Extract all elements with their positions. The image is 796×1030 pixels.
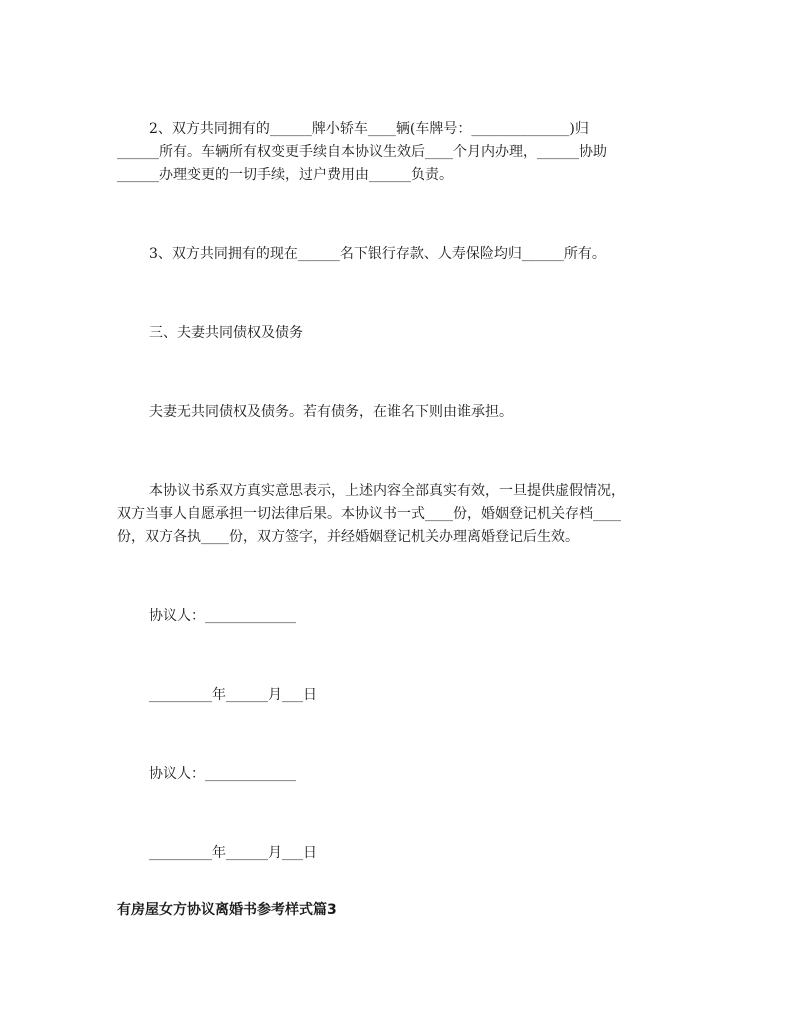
next-section-title: 有房屋女方协议离婚书参考样式篇3 <box>117 902 337 918</box>
vehicle-clause-line-3: ______办理变更的一切手续，过户费用由______负责。 <box>117 167 453 183</box>
signature-date: _________年______月___日 <box>149 845 317 861</box>
statement-line-1: 本协议书系双方真实意思表示，上述内容全部真实有效，一旦提供虚假情况， <box>149 483 625 499</box>
signatory-label: 协议人：_____________ <box>149 608 296 624</box>
statement-line-3: 份，双方各执____份，双方签字，并经婚姻登记机关办理离婚登记后生效。 <box>117 529 579 545</box>
signatory-label: 协议人：_____________ <box>149 766 296 782</box>
statement-line-2: 双方当事人自愿承担一切法律后果。本协议书一式____份，婚姻登记机关存档____ <box>117 506 621 522</box>
section-three-title: 三、夫妻共同债权及债务 <box>149 325 303 341</box>
deposit-clause: 3、双方共同拥有的现在______名下银行存款、人寿保险均归______所有。 <box>149 246 606 262</box>
vehicle-clause-line-2: ______所有。车辆所有权变更手续自本协议生效后____个月内办理，______协助 <box>117 144 607 160</box>
signature-date: _________年______月___日 <box>149 687 317 703</box>
debts-paragraph: 夫妻无共同债权及债务。若有债务，在谁名下则由谁承担。 <box>149 404 513 420</box>
vehicle-clause-line-1: 2、双方共同拥有的______牌小轿车____辆(车牌号：______________)归 <box>149 121 589 137</box>
